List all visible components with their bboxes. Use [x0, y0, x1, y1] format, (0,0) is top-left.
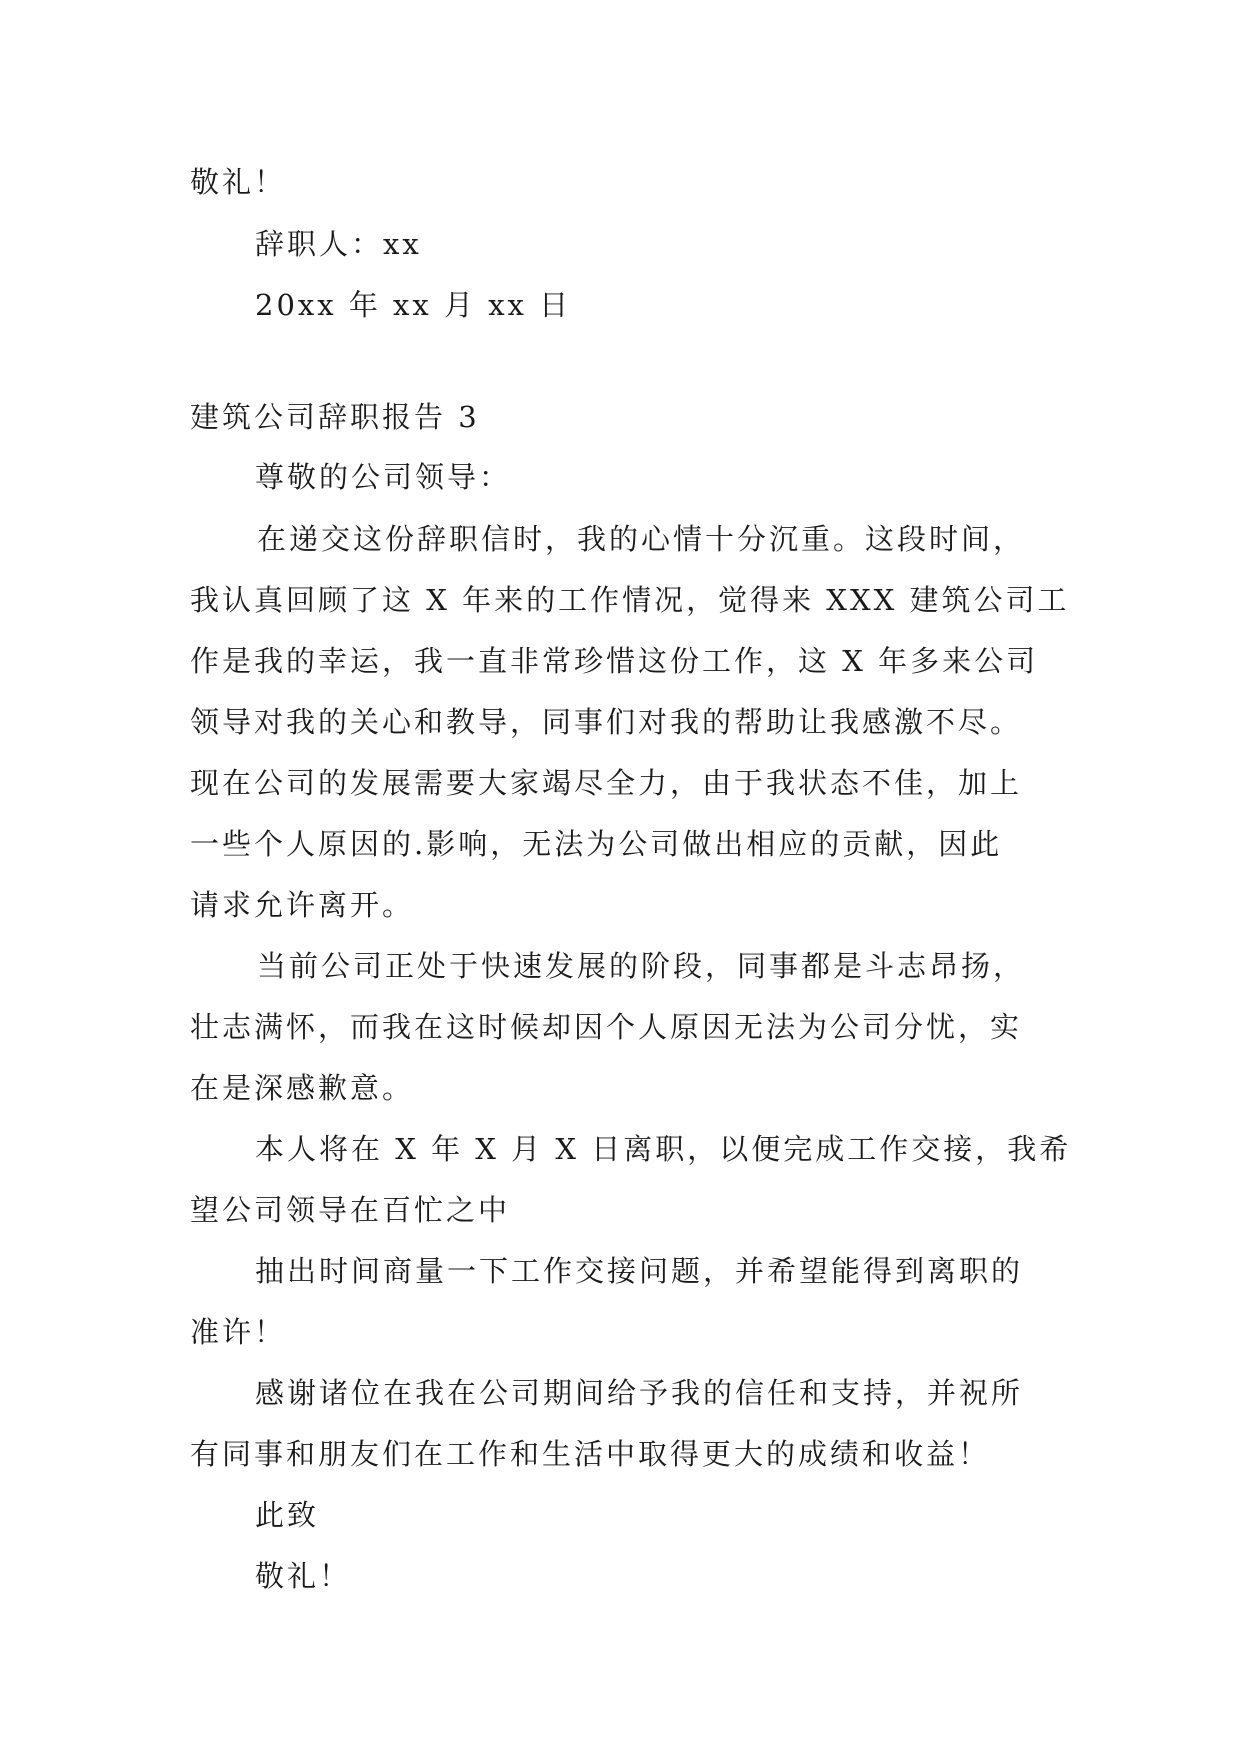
paragraph-5-line: 感谢诸位在我在公司期间给予我的信任和支持，并祝所 — [255, 1376, 1024, 1410]
paragraph-1-line: 在递交这份辞职信时，我的心情十分沉重。这段时间， — [257, 522, 1026, 556]
paragraph-4-line: 抽出时间商量一下工作交接问题，并希望能得到离职的 — [255, 1254, 1024, 1288]
paragraph-3-line: 本人将在 X 年 X 月 X 日离职，以便完成工作交接，我希 — [255, 1132, 1072, 1166]
closing-phrase: 此致 — [255, 1498, 320, 1532]
paragraph-1-line: 一些个人原因的.影响，无法为公司做出相应的贡献，因此 — [190, 827, 1003, 861]
date-line: 20xx 年 xx 月 xx 日 — [255, 288, 572, 322]
paragraph-2-line: 壮志满怀，而我在这时候却因个人原因无法为公司分忧，实 — [190, 1010, 1023, 1044]
paragraph-2-line: 在是深感歉意。 — [190, 1071, 415, 1105]
section-title: 建筑公司辞职报告 3 — [190, 400, 480, 434]
paragraph-1-line: 作是我的幸运，我一直非常珍惜这份工作，这 X 年多来公司 — [190, 644, 1039, 678]
paragraph-1-line: 我认真回顾了这 X 年来的工作情况，觉得来 XXX 建筑公司工 — [190, 583, 1070, 617]
paragraph-4-line: 准许！ — [190, 1315, 287, 1349]
signer-line: 辞职人：xx — [255, 227, 422, 261]
paragraph-1-line: 现在公司的发展需要大家竭尽全力，由于我状态不佳，加上 — [190, 766, 1023, 800]
paragraph-3-line: 望公司领导在百忙之中 — [190, 1193, 511, 1227]
paragraph-2-line: 当前公司正处于快速发展的阶段，同事都是斗志昂扬， — [257, 949, 1026, 983]
paragraph-5-line: 有同事和朋友们在工作和生活中取得更大的成绩和收益！ — [190, 1437, 991, 1471]
closing-greeting-top: 敬礼！ — [190, 165, 287, 199]
salutation: 尊敬的公司领导： — [255, 460, 512, 494]
closing-greeting-bottom: 敬礼！ — [255, 1559, 352, 1593]
paragraph-1-line: 请求允许离开。 — [190, 888, 415, 922]
paragraph-1-line: 领导对我的关心和教导，同事们对我的帮助让我感激不尽。 — [190, 705, 1023, 739]
